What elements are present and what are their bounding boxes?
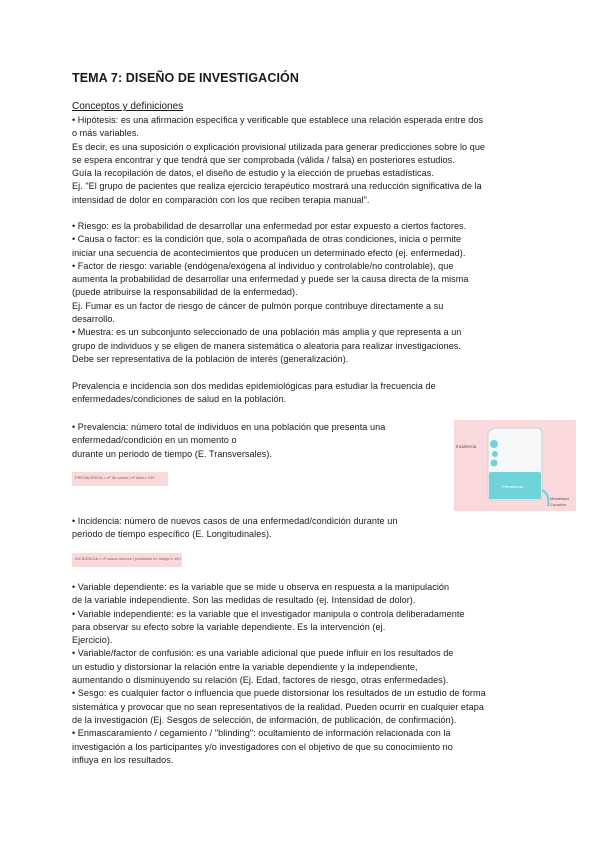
text-line: desarrollo. [72,314,116,325]
text-line: se espera encontrar y que tendrá que ser comprobada (válida / falsa) en posteriores estudios. [72,154,455,165]
text-line: un estudio y distorsionar la relación entre la variable dependiente y la independiente, [72,661,418,672]
text-line: de la investigación (Ej. Sesgos de selección, de información, de publicación, de confirmación). [72,714,457,725]
text-line: • Variable independiente: es la variable que el investigador manipula o controla deliberadamente [72,608,465,619]
cure-label: Curación [550,502,567,507]
text-line: o más variables. [72,128,140,139]
incidence-label: Incidencia [456,444,477,449]
mortality-label: Mortalidad [550,496,569,501]
prevalence-label: Prevalencia [502,484,523,489]
text-line: Ej. Fumar es un factor de riesgo de cáncer de pulmón porque contribuye directamente a su [72,300,444,311]
text-line: Debe ser representativa de la población de interés (generalización). [72,353,349,364]
text-line: Es decir, es una suposición o explicación provisional utilizada para generar predicciones sobre lo que [72,141,486,152]
text-line: • Sesgo: es cualquier factor o influencia que puede distorsionar los resultados de un estudio de forma [72,688,486,699]
text-line: aumenta la probabilidad de desarrollar una enfermedad y puede ser la causa directa de la misma [72,274,469,285]
text-line: enfermedades/condiciones de salud en la población. [72,394,287,405]
text-line: • Muestra: es un subconjunto seleccionado de una población más amplia y que representa a un [72,327,462,338]
text-line: Ej. "El grupo de pacientes que realiza ejercicio terapéutico mostrará una reducción significativa de la [72,181,482,192]
text-line: investigación a los participantes y/o investigadores con el objetivo de que su conocimiento no [72,741,453,752]
text-line: • Riesgo: es la probabilidad de desarrollar una enfermedad por estar expuesto a ciertos factores. [72,221,467,231]
text-line: para observar su efecto sobre la variable dependiente. Es la intervención (ej. [72,621,386,632]
text-line: enfermedad/condición en un momento o [72,435,237,446]
text-line: Guía la recopilación de datos, el diseño de estudio y la elección de pruebas estadísticas. [72,168,434,179]
text-line: grupo de individuos y se eligen de manera sistemática o aleatoria para realizar investigaciones. [72,340,461,351]
formula-text: INCIDENCIA = nº casos nuevos / población en riesgo x 100 [75,556,181,561]
risk-definitions [72,220,468,366]
epidemiology-intro [72,380,436,407]
prevalence-formula [72,472,168,486]
variables-definitions [72,581,486,767]
prevalence-incidence-figure [454,420,576,511]
text-line: de la variable independiente. Son las medidas de resultado (ej. Intensidad de dolor). [72,595,416,606]
incidence-formula [72,553,182,567]
text-line: iniciar una secuencia de acontecimientos que producen un determinado efecto (ej. enfermedad). [72,247,466,258]
text-line: • Variable dependiente: es la variable que se mide u observa en respuesta a la manipulación [72,582,450,592]
text-line: • Variable/factor de confusión: es una variable adicional que puede influir en los resultados de [72,648,454,659]
formula-text: PREVALENCIA = nº de casos / nº total x 100 [75,475,155,480]
incidence-definition [72,515,397,542]
prevalence-definition [72,421,385,461]
text-line: • Prevalencia: número total de individuos en una población que presenta una [72,422,386,432]
section-subtitle: Conceptos y definiciones [72,101,184,112]
text-line: • Causa o factor: es la condición que, sola o acompañada de otras condiciones, inicia o permite [72,234,462,245]
page-title: TEMA 7: DISEÑO DE INVESTIGACIÓN [72,71,299,85]
text-line: periodo de tiempo específico (E. Longitudinales). [72,529,272,540]
text-line: influya en los resultados. [72,754,174,765]
text-line: (puede atribuirse la responsabilidad de la enfermedad). [72,287,298,298]
beaker-illustration [454,420,576,511]
text-line: intensidad de dolor en comparación con los que reciben terapia manual". [72,194,370,205]
text-line: aumentando o disminuyendo su relación (Ej. Edad, factores de riesgo, otras enfermedades). [72,675,449,686]
text-line: • Factor de riesgo: variable (endógena/exógena al individuo y controlable/no controlable), que [72,260,454,271]
text-line: Ejercicio). [72,635,113,646]
text-line: durante un periodo de tiempo (E. Transversales). [72,448,273,459]
text-line: sistemática y provocar que no sean representativos de la realidad. Pueden ocurrir en cualquier etapa [72,701,484,712]
text-line: • Enmascaramiento / cegamiento / "blinding": ocultamiento de información relacionada con la [72,728,451,739]
hypothesis-paragraph [72,114,485,207]
text-line: Prevalencia e incidencia son dos medidas epidemiológicas para estudiar la frecuencia de [72,381,436,391]
text-line: • Incidencia: número de nuevos casos de una enfermedad/condición durante un [72,516,398,526]
text-line: • Hipótesis: es una afirmación específica y verificable que establece una relación esperada entre dos [72,115,484,125]
